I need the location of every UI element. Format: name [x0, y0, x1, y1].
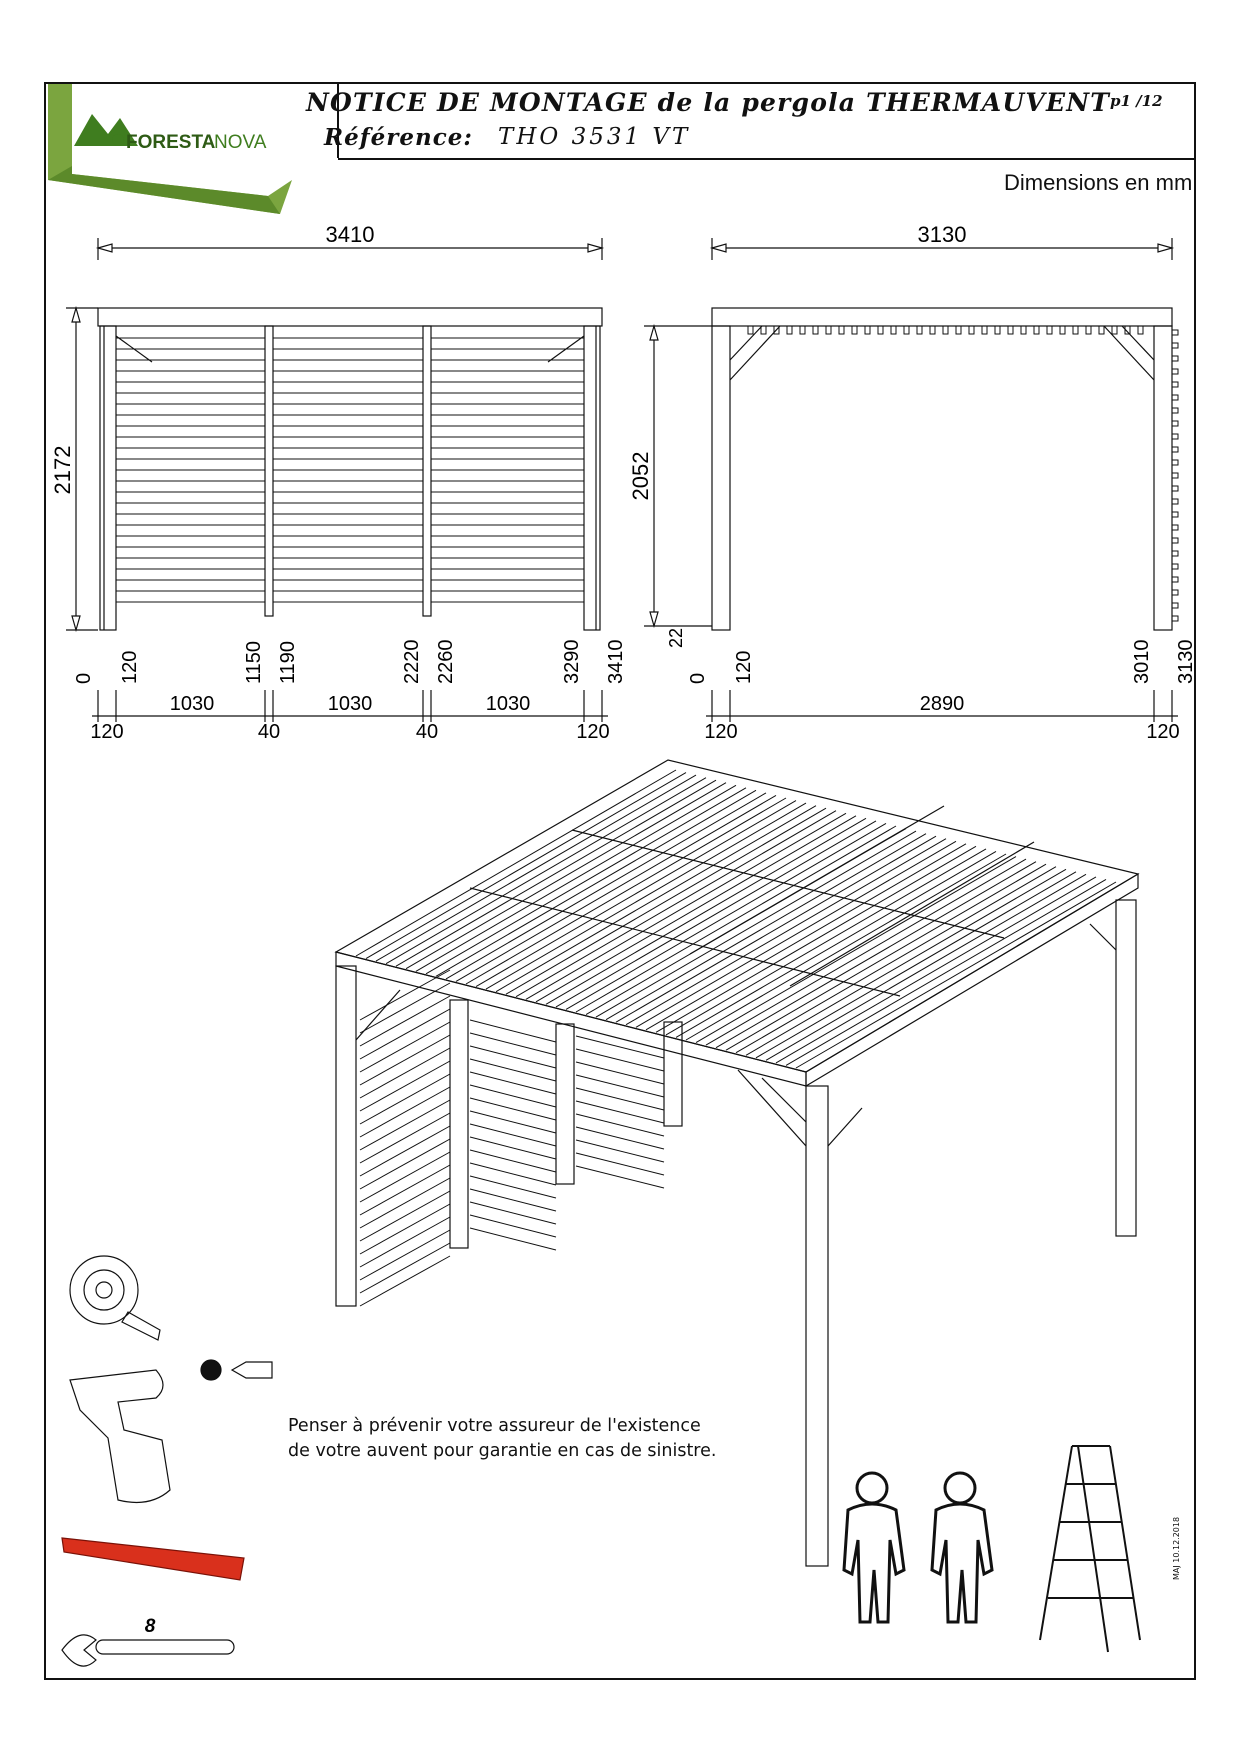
- side-sub-0: 120: [704, 721, 738, 743]
- insurance-note-line2: de votre auvent pour garantie en cas de sinistre.: [288, 1441, 717, 1461]
- ladder-icon: [1040, 1446, 1140, 1652]
- two-people-icon: [844, 1473, 992, 1622]
- logo-text-a: FORESTA: [126, 132, 216, 153]
- pergola-roof-slats: [356, 770, 1116, 1068]
- front-pos-6: 3290: [561, 639, 583, 684]
- front-pos-7: 3410: [605, 639, 627, 684]
- front-view-slats: [116, 338, 584, 602]
- side-view-drawing: [644, 238, 1178, 722]
- front-sub-2: 40: [415, 721, 439, 743]
- front-view-drawing: [66, 238, 608, 722]
- front-pos-0: 0: [73, 672, 95, 684]
- side-sub-1: 120: [1146, 721, 1180, 743]
- front-span-2: 1030: [485, 693, 531, 715]
- side-pos-3: 3130: [1175, 639, 1197, 684]
- front-sub-1: 40: [257, 721, 281, 743]
- front-pos-4: 2220: [401, 639, 423, 684]
- revision-date: MAJ 10.12.2018: [1172, 1516, 1181, 1580]
- side-view-louvre-ends: [748, 326, 1178, 621]
- units-note: Dimensions en mm: [1004, 170, 1193, 195]
- side-pos-0: 0: [687, 672, 709, 684]
- insurance-note-line1: Penser à prévenir votre assureur de l'existence: [288, 1416, 701, 1436]
- side-height-label: 2052: [628, 451, 653, 501]
- front-sub-0: 120: [90, 721, 124, 743]
- front-pos-2: 1150: [243, 640, 265, 684]
- logo-text-b: NOVA: [214, 132, 267, 153]
- side-pos-2: 3010: [1131, 639, 1153, 684]
- front-height-label: 2172: [50, 445, 75, 495]
- front-span-1: 1030: [327, 693, 373, 715]
- front-span-0: 1030: [169, 693, 215, 715]
- reference-value: THO 3531 VT: [498, 124, 691, 150]
- front-pos-1: 120: [119, 650, 141, 684]
- side-span: 2890: [919, 693, 965, 715]
- front-width-label: 3410: [325, 222, 375, 247]
- wrench-size: 8: [144, 1616, 156, 1637]
- side-pos-1: 120: [733, 650, 755, 684]
- side-width-label: 3130: [917, 222, 967, 247]
- reference-label: Référence:: [324, 124, 473, 151]
- front-sub-3: 120: [576, 721, 610, 743]
- page-indicator: p1 /12: [1110, 92, 1163, 110]
- front-pos-5: 2260: [435, 639, 457, 684]
- insurance-note: [288, 1414, 716, 1464]
- document-title: NOTICE DE MONTAGE de la pergola THERMAUVENT: [306, 88, 1111, 117]
- side-foot-offset: 22: [666, 627, 686, 649]
- front-pos-3: 1190: [277, 640, 299, 684]
- tools-drawing: [62, 1256, 272, 1666]
